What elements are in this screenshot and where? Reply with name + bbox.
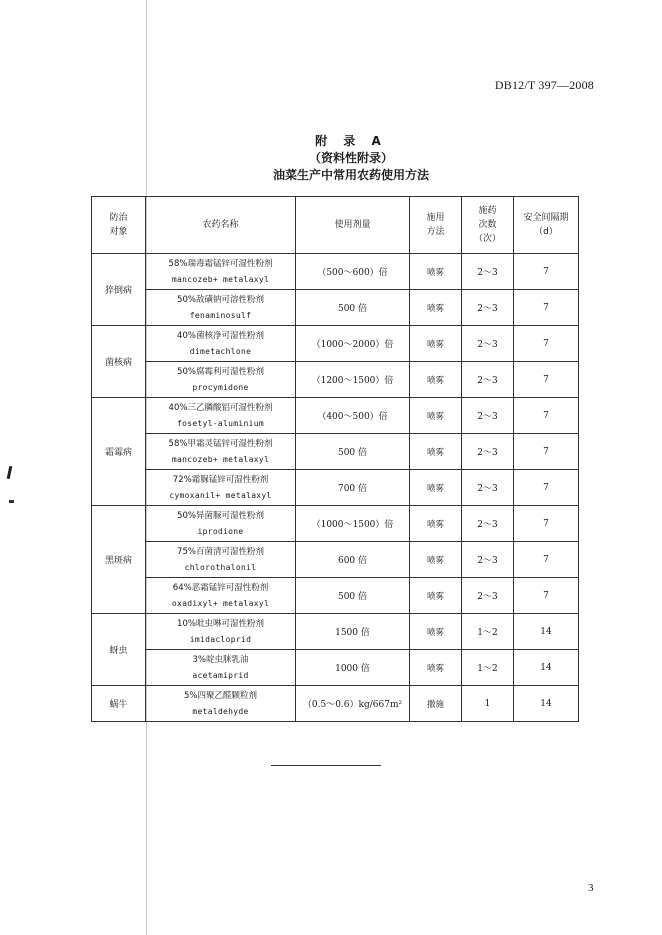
end-rule [271, 765, 381, 766]
times-cell: 2～3 [462, 326, 514, 362]
dose-cell: （0.5～0.6）kg/667m² [296, 686, 410, 722]
dose-cell: 500 倍 [296, 434, 410, 470]
dose-cell: 700 倍 [296, 470, 410, 506]
header-target: 防治 对象 [92, 197, 146, 254]
dose-cell: （500～600）倍 [296, 254, 410, 290]
pesticide-table [91, 196, 579, 722]
pesticide-cell: 72%霜脲锰锌可湿性粉剂 cymoxanil+ metalaxyl [146, 470, 296, 506]
dose-cell: （400～500）倍 [296, 398, 410, 434]
times-cell: 1～2 [462, 614, 514, 650]
interval-cell: 7 [514, 254, 579, 290]
interval-cell: 14 [514, 614, 579, 650]
interval-cell: 7 [514, 362, 579, 398]
times-cell: 2～3 [462, 470, 514, 506]
times-cell: 2～3 [462, 290, 514, 326]
method-cell: 喷雾 [410, 290, 462, 326]
pesticide-cell: 5%四聚乙醛颗粒剂 metaldehyde [146, 686, 296, 722]
method-cell: 撒施 [410, 686, 462, 722]
pesticide-cell: 58%甲霜灵锰锌可湿性粉剂 mancozeb+ metalaxyl [146, 434, 296, 470]
document-code: DB12/T 397—2008 [494, 78, 594, 92]
table-row [92, 470, 579, 506]
interval-cell: 7 [514, 290, 579, 326]
table-row [92, 614, 579, 650]
method-cell: 喷雾 [410, 398, 462, 434]
method-cell: 喷雾 [410, 578, 462, 614]
table-row [92, 650, 579, 686]
scan-mark [7, 466, 13, 479]
scan-mark [9, 500, 14, 503]
header-dose: 使用剂量 [296, 197, 410, 254]
times-cell: 2～3 [462, 254, 514, 290]
table-title: 油菜生产中常用农药使用方法 [272, 168, 429, 182]
dose-cell: 600 倍 [296, 542, 410, 578]
dose-cell: 500 倍 [296, 290, 410, 326]
dose-cell: 1000 倍 [296, 650, 410, 686]
appendix-type: （资料性附录） [308, 151, 393, 165]
header-pesticide: 农药名称 [146, 197, 296, 254]
times-cell: 2～3 [462, 398, 514, 434]
table-row [92, 362, 579, 398]
method-cell: 喷雾 [410, 434, 462, 470]
target-cell: 黑斑病 [92, 506, 146, 614]
method-cell: 喷雾 [410, 254, 462, 290]
interval-cell: 7 [514, 578, 579, 614]
method-cell: 喷雾 [410, 650, 462, 686]
page-number: 3 [588, 882, 594, 894]
target-cell: 霜霉病 [92, 398, 146, 506]
table-row [92, 506, 579, 542]
target-cell: 蜗牛 [92, 686, 146, 722]
interval-cell: 14 [514, 686, 579, 722]
table-row [92, 434, 579, 470]
dose-cell: （1000～2000）倍 [296, 326, 410, 362]
target-cell: 蚜虫 [92, 614, 146, 686]
table-row [92, 254, 579, 290]
pesticide-cell: 50%异菌脲可湿性粉剂 iprodione [146, 506, 296, 542]
times-cell: 2～3 [462, 434, 514, 470]
pesticide-cell: 58%瑞毒霜锰锌可湿性粉剂 mancozeb+ metalaxyl [146, 254, 296, 290]
table-row [92, 398, 579, 434]
pesticide-cell: 3%啶虫脒乳油 acetamiprid [146, 650, 296, 686]
table-row [92, 290, 579, 326]
interval-cell: 7 [514, 326, 579, 362]
interval-cell: 7 [514, 434, 579, 470]
dose-cell: （1200～1500）倍 [296, 362, 410, 398]
pesticide-cell: 10%吡虫啉可湿性粉剂 imidacloprid [146, 614, 296, 650]
interval-cell: 7 [514, 542, 579, 578]
method-cell: 喷雾 [410, 470, 462, 506]
method-cell: 喷雾 [410, 362, 462, 398]
times-cell: 1～2 [462, 650, 514, 686]
method-cell: 喷雾 [410, 614, 462, 650]
method-cell: 喷雾 [410, 506, 462, 542]
table-header-row [92, 197, 579, 254]
interval-cell: 7 [514, 506, 579, 542]
times-cell: 2～3 [462, 506, 514, 542]
target-cell: 菌核病 [92, 326, 146, 398]
table-row [92, 326, 579, 362]
appendix-title-block [0, 133, 662, 184]
times-cell: 2～3 [462, 542, 514, 578]
table-row [92, 686, 579, 722]
times-cell: 1 [462, 686, 514, 722]
pesticide-cell: 40%菌核净可湿性粉剂 dimetachlone [146, 326, 296, 362]
method-cell: 喷雾 [410, 326, 462, 362]
table-row [92, 578, 579, 614]
pesticide-cell: 50%敌磺钠可溶性粉剂 fenaminosulf [146, 290, 296, 326]
interval-cell: 7 [514, 470, 579, 506]
header-method: 施用 方法 [410, 197, 462, 254]
header-interval: 安全间隔期 （d） [514, 197, 579, 254]
header-times: 施药 次数 （次） [462, 197, 514, 254]
times-cell: 2～3 [462, 578, 514, 614]
target-cell: 猝倒病 [92, 254, 146, 326]
pesticide-cell: 64%恶霜锰锌可湿性粉剂 oxadixyl+ metalaxyl [146, 578, 296, 614]
interval-cell: 7 [514, 398, 579, 434]
pesticide-cell: 40%三乙膦酸铝可湿性粉剂 fosetyl-aluminium [146, 398, 296, 434]
dose-cell: 1500 倍 [296, 614, 410, 650]
method-cell: 喷雾 [410, 542, 462, 578]
appendix-label: 附 录 A [315, 134, 387, 148]
interval-cell: 14 [514, 650, 579, 686]
dose-cell: 500 倍 [296, 578, 410, 614]
pesticide-cell: 75%百菌清可湿性粉剂 chlorothalonil [146, 542, 296, 578]
times-cell: 2～3 [462, 362, 514, 398]
dose-cell: （1000～1500）倍 [296, 506, 410, 542]
pesticide-cell: 50%腐霉利可湿性粉剂 procymidone [146, 362, 296, 398]
table-row [92, 542, 579, 578]
